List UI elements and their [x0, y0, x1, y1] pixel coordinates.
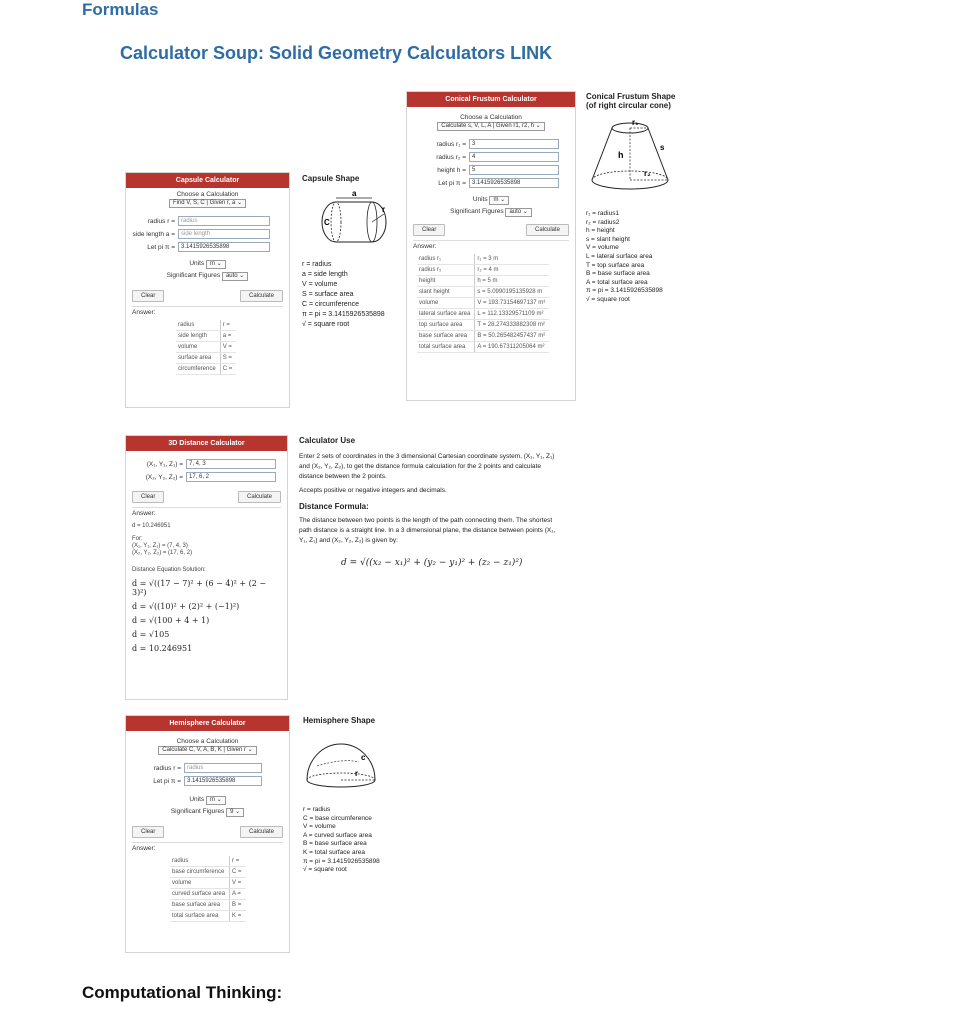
for-point1: (X₁, Y₁, Z₁) = (7, 4, 3): [132, 543, 188, 549]
frustum-shape-subtitle: (of right circular cone): [586, 101, 671, 110]
result-label: total surface area: [170, 911, 230, 922]
r2-label: radius r₂ =: [436, 153, 466, 161]
result-value: r₂ = 4 m: [475, 265, 549, 276]
radius-input[interactable]: radius: [178, 216, 270, 226]
point2-input[interactable]: 17, 6, 2: [186, 472, 276, 482]
units-label: Units: [472, 196, 488, 203]
calculator-use-title: Calculator Use: [299, 436, 356, 445]
legend-item: S = surface area: [302, 291, 354, 298]
result-row: [176, 331, 236, 342]
legend-item: L = lateral surface area: [586, 252, 653, 260]
calculate-button[interactable]: Calculate: [240, 826, 283, 838]
legend-item: C = base circumference: [303, 814, 372, 822]
capsule-calculator-title: Capsule Calculator: [126, 173, 289, 188]
distance-step: d = √(100 + 4 + 1): [132, 616, 210, 625]
legend-item: V = volume: [302, 281, 338, 288]
distance-step: d = √((17 − 7)² + (6 − 4)² + (2 − 3)²): [132, 579, 267, 597]
sig-figs-label: Significant Figures: [170, 808, 225, 815]
radius-label: radius r =: [147, 217, 175, 225]
section-heading-formulas: Formulas: [82, 0, 159, 19]
legend-item: K = total surface area: [303, 848, 365, 856]
legend-item: T = top surface area: [586, 261, 645, 269]
calculation-select[interactable]: Calculate s, V, L, A | Given r1, r2, h ⌄: [437, 122, 544, 131]
pi-label: Let pi π =: [153, 777, 181, 785]
r1-input[interactable]: 3: [469, 139, 559, 149]
units-label: Units: [189, 260, 205, 267]
sig-figs-label: Significant Figures: [166, 272, 221, 279]
result-value: r₁ = 3 m: [475, 254, 549, 265]
pi-input[interactable]: 3.1415926535898: [469, 178, 559, 188]
capsule-diagram: [316, 190, 406, 250]
calculation-select[interactable]: Calculate C, V, A, B, K | Given r ⌄: [158, 746, 256, 755]
legend-item: r = radius: [303, 806, 331, 813]
pi-label: Let pi π =: [147, 243, 175, 251]
sig-figs-select[interactable]: auto ⌄: [505, 208, 531, 217]
distance-formula-text: The distance between two points is the length of the path connecting them. The shortest path distance is a straight line. In a 3 dimensional plane, the distance between points (X₁, Y₁, Z₁) and (X₂, Y₂, Z₂) is given by:: [299, 517, 556, 544]
frustum-label-s: s: [660, 143, 665, 152]
point1-label: (X₁, Y₁, Z₁) =: [146, 460, 183, 468]
result-label: base circumference: [170, 867, 230, 878]
distance-calculator-title: 3D Distance Calculator: [126, 436, 287, 451]
distance-formula-title: Distance Formula:: [299, 502, 369, 511]
legend-item: a = side length: [302, 271, 348, 278]
radius-label: radius r =: [153, 764, 181, 772]
result-label: surface area: [176, 353, 220, 364]
pi-input[interactable]: 3.1415926535898: [184, 776, 262, 786]
result-symbol: r =: [220, 320, 236, 331]
legend-item: s = slant height: [586, 235, 630, 243]
result-symbol: a =: [220, 331, 236, 342]
result-symbol: K =: [230, 911, 246, 922]
frustum-results-table: [417, 254, 549, 353]
result-label: volume: [170, 878, 230, 889]
result-value: V = 193.73154697137 m³: [475, 298, 549, 309]
legend-item: r₂ = radius2: [586, 218, 620, 226]
distance-step: d = √((10)² + (2)² + (−1)²): [132, 602, 240, 611]
calculation-select[interactable]: Find V, S, C | Given r, a ⌄: [169, 199, 246, 208]
result-row: [417, 331, 549, 342]
frustum-shape-section: [586, 92, 706, 305]
hemisphere-calculator-title: Hemisphere Calculator: [126, 716, 289, 731]
result-label: curved surface area: [170, 889, 230, 900]
capsule-label-c: C: [324, 218, 330, 227]
result-symbol: C =: [220, 364, 236, 375]
legend-item: π = pi = 3.1415926535898: [302, 311, 385, 318]
radius-input[interactable]: radius: [184, 763, 262, 773]
result-row: [417, 298, 549, 309]
result-row: [417, 265, 549, 276]
r1-label: radius r₁ =: [436, 140, 466, 148]
distance-step: d = 10.246951: [132, 644, 193, 653]
height-label: height h =: [437, 166, 466, 174]
calculator-use-text: Enter 2 sets of coordinates in the 3 dimensional Cartesian coordinate system, (X₁, Y₁, Z₁) and (X₂, Y₂, Z₂), to get the distance formula calculation for the 2 points and calculate distance between the 2 points.: [299, 453, 555, 480]
hemisphere-diagram: [303, 736, 383, 790]
frustum-label-r1: r₁: [632, 118, 639, 127]
units-select[interactable]: m ⌄: [206, 260, 226, 269]
result-symbol: V =: [230, 878, 246, 889]
legend-item: B = base surface area: [303, 840, 367, 848]
result-symbol: S =: [220, 353, 236, 364]
result-label: base surface area: [170, 900, 230, 911]
result-row: [176, 320, 236, 331]
height-input[interactable]: 5: [469, 165, 559, 175]
hemisphere-results-table: [170, 856, 246, 922]
result-value: T = 28.274333882308 m²: [475, 320, 549, 331]
result-row: [417, 309, 549, 320]
point2-label: (X₂, Y₂, Z₂) =: [145, 473, 183, 481]
distance-steps: [132, 579, 281, 653]
legend-item: A = curved surface area: [303, 831, 372, 839]
hemisphere-calculator: [125, 715, 290, 953]
result-label: lateral surface area: [417, 309, 475, 320]
for-label: For:: [132, 536, 143, 542]
clear-button[interactable]: Clear: [132, 826, 164, 838]
clear-button[interactable]: Clear: [413, 224, 445, 236]
distance-calculator: [125, 435, 288, 700]
frustum-legend: [586, 210, 706, 305]
frustum-calculator-title: Conical Frustum Calculator: [407, 92, 575, 107]
side-length-input[interactable]: side length: [178, 229, 270, 239]
distance-step: d = √105: [132, 630, 170, 639]
legend-item: r = radius: [302, 261, 332, 268]
units-select[interactable]: m ⌄: [489, 196, 509, 205]
result-row: [417, 342, 549, 353]
legend-item: A = total surface area: [586, 278, 648, 286]
result-row: [170, 911, 246, 922]
calculate-button[interactable]: Calculate: [526, 224, 569, 236]
legend-item: C = circumference: [302, 301, 359, 308]
result-label: slant height: [417, 287, 475, 298]
choose-calculation-label: Choose a Calculation: [176, 191, 239, 198]
choose-calculation-label: Choose a Calculation: [460, 114, 522, 121]
legend-item: B = base surface area: [586, 270, 650, 278]
hemisphere-label-c: c: [361, 753, 366, 762]
clear-button[interactable]: Clear: [132, 491, 164, 503]
result-row: [417, 287, 549, 298]
result-value: A = 190.67311205064 m²: [475, 342, 549, 353]
legend-item: h = height: [586, 227, 615, 235]
capsule-calculator: [125, 172, 290, 408]
result-row: [170, 856, 246, 867]
result-row: [170, 878, 246, 889]
hemisphere-shape-title: Hemisphere Shape: [303, 716, 376, 725]
calculator-soup-link[interactable]: Calculator Soup: Solid Geometry Calculators LINK: [120, 43, 553, 63]
capsule-label-a: a: [352, 190, 357, 198]
legend-item: π = pi = 3.1415926535898: [303, 857, 380, 865]
side-length-label: side length a =: [132, 230, 175, 238]
answer-label: Answer:: [132, 306, 283, 316]
frustum-label-r2: r₂: [644, 169, 651, 178]
result-row: [417, 276, 549, 287]
section-heading-computational-thinking: Computational Thinking:: [82, 983, 283, 1002]
hemisphere-shape-section: [303, 716, 423, 875]
r2-input[interactable]: 4: [469, 152, 559, 162]
frustum-shape-title: Conical Frustum Shape: [586, 92, 676, 101]
result-label: volume: [176, 342, 220, 353]
answer-label: Answer:: [132, 507, 281, 517]
result-label: radius r₂: [417, 265, 475, 276]
capsule-label-r: r: [382, 205, 386, 214]
pi-label: Let pi π =: [438, 179, 466, 187]
legend-item: √ = square root: [303, 866, 347, 874]
legend-item: √ = square root: [302, 321, 350, 328]
result-value: L = 112.13329571109 m²: [475, 309, 549, 320]
calculate-button[interactable]: Calculate: [240, 290, 283, 302]
result-symbol: C =: [230, 867, 246, 878]
legend-item: π = pi = 3.1415926535898: [586, 287, 663, 295]
result-row: [176, 342, 236, 353]
legend-item: r₁ = radius1: [586, 210, 620, 217]
capsule-results-table: [176, 320, 236, 375]
units-label: Units: [189, 796, 205, 803]
clear-button[interactable]: Clear: [132, 290, 164, 302]
result-row: [176, 353, 236, 364]
solution-label: Distance Equation Solution:: [132, 567, 206, 573]
result-symbol: B =: [230, 900, 246, 911]
result-label: base surface area: [417, 331, 475, 342]
result-label: radius r₁: [417, 254, 475, 265]
calculator-use-section: [299, 436, 561, 568]
result-label: volume: [417, 298, 475, 309]
point1-input[interactable]: 7, 4, 3: [186, 459, 276, 469]
frustum-diagram: [590, 114, 690, 194]
sig-figs-label: Significant Figures: [450, 208, 504, 215]
result-label: height: [417, 276, 475, 287]
answer-label: Answer:: [132, 842, 283, 852]
result-label: side length: [176, 331, 220, 342]
result-label: circumference: [176, 364, 220, 375]
legend-item: V = volume: [586, 244, 619, 252]
sig-figs-select[interactable]: auto ⌄: [222, 272, 248, 281]
legend-item: √ = square root: [586, 295, 630, 303]
legend-item: V = volume: [303, 823, 336, 831]
calculate-button[interactable]: Calculate: [238, 491, 281, 503]
choose-calculation-label: Choose a Calculation: [176, 738, 239, 745]
result-row: [170, 900, 246, 911]
result-label: top surface area: [417, 320, 475, 331]
result-value: h = 5 m: [475, 276, 549, 287]
distance-result: d = 10.246951: [132, 523, 171, 529]
frustum-calculator: [406, 91, 576, 401]
result-label: total surface area: [417, 342, 475, 353]
result-value: B = 50.265482457437 m²: [475, 331, 549, 342]
result-symbol: V =: [220, 342, 236, 353]
result-row: [170, 889, 246, 900]
accepts-text: Accepts positive or negative integers and decimals.: [299, 487, 447, 494]
capsule-legend: [302, 260, 422, 330]
result-value: s = 5.0990195135928 m: [475, 287, 549, 298]
answer-label: Answer:: [413, 240, 569, 250]
sig-figs-select[interactable]: 9 ⌄: [226, 808, 244, 817]
frustum-label-h: h: [618, 150, 624, 160]
result-symbol: r =: [230, 856, 246, 867]
for-point2: (X₂, Y₂, Z₂) = (17, 6, 2): [132, 550, 193, 556]
result-row: [417, 254, 549, 265]
result-row: [176, 364, 236, 375]
hemisphere-label-r: r: [355, 769, 359, 778]
units-select[interactable]: m ⌄: [206, 796, 226, 805]
result-row: [417, 320, 549, 331]
result-label: radius: [170, 856, 230, 867]
result-label: radius: [176, 320, 220, 331]
result-row: [170, 867, 246, 878]
result-symbol: A =: [230, 889, 246, 900]
capsule-shape-section: [302, 174, 422, 330]
distance-formula: d = √((x₂ − x₁)² + (y₂ − y₁)² + (z₂ − z₁)²): [341, 558, 523, 568]
capsule-shape-title: Capsule Shape: [302, 174, 360, 183]
pi-input[interactable]: 3.1415926535898: [178, 242, 270, 252]
hemisphere-legend: [303, 806, 423, 875]
